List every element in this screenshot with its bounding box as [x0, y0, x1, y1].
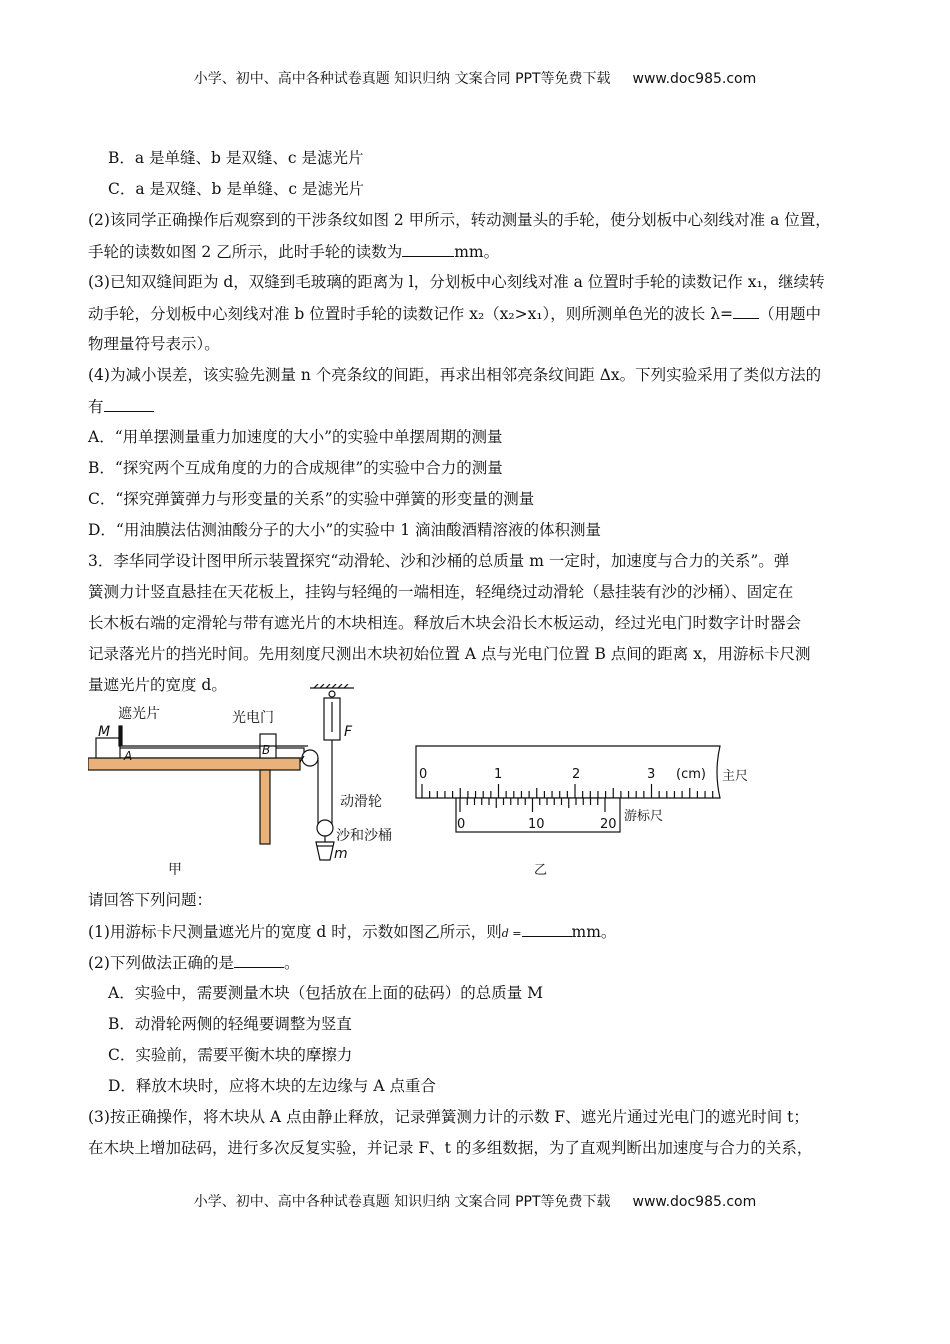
main-unit: (cm) [676, 767, 706, 782]
q2-option-b: B．a 是单缝、b 是双缝、c 是滤光片 [108, 149, 364, 167]
fixed-pulley [302, 750, 318, 766]
footer-url[interactable]: www.doc985.com [632, 1194, 757, 1210]
label-A: A [124, 749, 133, 763]
vernier-tick-0: 0 [457, 817, 466, 832]
main-scale-label: 主尺 [722, 769, 749, 784]
vernier-tick-10: 10 [528, 817, 545, 832]
q2-option-c2: C．“探究弹簧弹力与形变量的关系”的实验中弹簧的形变量的测量 [88, 490, 535, 508]
vernier-scale-label: 游标尺 [624, 809, 664, 824]
q2-part3-line1: (3)已知双缝间距为 d，双缝到毛玻璃的距离为 l，分划板中心刻线对准 a 位置时手轮的读数记作 x₁，继续转 [88, 273, 825, 291]
q2-part3-line3: 物理量符号表示）。 [88, 335, 220, 353]
block-M [96, 738, 120, 758]
footer-text: 小学、初中、高中各种试卷真题 知识归纳 文案合同 PPT等免费下载 [193, 1194, 611, 1210]
main-tick-1: 1 [494, 767, 503, 782]
answer-blank[interactable] [104, 391, 154, 412]
label-m: m [334, 846, 348, 862]
main-tick-3: 3 [647, 767, 656, 782]
table-top [88, 758, 300, 770]
q3-option-c: C．实验前，需要平衡木块的摩擦力 [108, 1046, 353, 1064]
vernier-tick-20: 20 [600, 817, 617, 832]
q2-part2-line1: (2)该同学正确操作后观察到的干涉条纹如图 2 甲所示，转动测量头的手轮，使分划板中心刻线对准 a 位置， [88, 211, 831, 229]
label-B: B [262, 743, 271, 757]
shading-strip [119, 726, 122, 746]
label-photogate: 光电门 [232, 710, 274, 726]
q2-option-b2: B．“探究两个互成角度的力的合成规律”的实验中合力的测量 [88, 459, 503, 477]
label-M: M [98, 724, 111, 740]
caption-yi: 乙 [534, 863, 548, 878]
q2-part4-line2: 有 [88, 391, 868, 422]
q3-sub1: (1)用游标卡尺测量遮光片的宽度 d 时，示数如图乙所示，则d = mm。 [88, 916, 868, 947]
scale-hook-top [329, 691, 335, 697]
header-url[interactable]: www.doc985.com [632, 71, 757, 87]
experiment-figure [88, 684, 908, 880]
moving-pulley [317, 820, 333, 836]
main-tick-2: 2 [572, 767, 581, 782]
label-zheguang: 遮光片 [118, 706, 160, 722]
q3-sub3-line1: (3)按正确操作，将木块从 A 点由静止释放，记录弹簧测力计的示数 F、遮光片通过光电门的遮光时间 t； [88, 1108, 809, 1126]
answer-blank[interactable] [234, 947, 284, 968]
main-scale-body [416, 746, 720, 798]
q3-line2: 簧测力计竖直悬挂在天花板上，挂钩与轻绳的一端相连，轻绳绕过动滑轮（悬挂装有沙的沙桶）、固定在 [88, 583, 794, 601]
q2-option-c: C．a 是双缝、b 是单缝、c 是滤光片 [108, 180, 364, 198]
answer-blank[interactable] [522, 916, 572, 937]
q2-part3-line2: 动手轮，分划板中心刻线对准 b 位置时手轮的读数记作 x₂（x₂>x₁），则所测单色光的波长 λ= （用题中 [88, 298, 868, 329]
sand-bucket [316, 842, 334, 860]
q3-line3: 长木板右端的定滑轮与带有遮光片的木块相连。释放后木块会沿长木板运动，经过光电门时数字计时器会 [88, 614, 802, 632]
answer-blank[interactable] [402, 236, 454, 257]
q2-option-a2: A．“用单摆测量重力加速度的大小”的实验中单摆周期的测量 [88, 428, 503, 446]
q3-line1: 3．李华同学设计图甲所示装置探究“动滑轮、沙和沙桶的总质量 m 一定时，加速度与合力的关系”。弹 [88, 552, 790, 570]
table-leg [260, 770, 270, 844]
header-text: 小学、初中、高中各种试卷真题 知识归纳 文案合同 PPT等免费下载 [193, 71, 611, 87]
question-body [88, 143, 868, 701]
apparatus-labels [98, 705, 392, 878]
d-symbol: d = [501, 927, 522, 940]
answer-blank[interactable] [733, 298, 759, 319]
main-tick-0: 0 [419, 767, 428, 782]
q3-option-d: D．释放木块时，应将木块的左边缘与 A 点重合 [108, 1077, 436, 1095]
caption-jia: 甲 [168, 862, 182, 878]
q3-sub3-line2: 在木块上增加砝码，进行多次反复实验，并记录 F、t 的多组数据，为了直观判断出加速度与合力的关系， [88, 1139, 813, 1157]
label-sand: 沙和沙桶 [336, 828, 392, 844]
q3-line4: 记录落光片的挡光时间。先用刻度尺测出木块初始位置 A 点与光电门位置 B 点间的距离 x，用游标卡尺测 [88, 645, 811, 663]
figure-svg [88, 684, 908, 880]
label-moving-pulley: 动滑轮 [340, 794, 382, 810]
label-F: F [344, 724, 353, 740]
q2-part4-line1: (4)为减小误差，该实验先测量 n 个亮条纹的间距，再求出相邻亮条纹间距 Δx。下列实验采用了类似方法的 [88, 366, 822, 384]
question3-continued [88, 885, 868, 1164]
page-header [0, 68, 950, 88]
q2-option-d2: D．“用油膜法估测油酸分子的大小”的实验中 1 滴油酸酒精溶液的体积测量 [88, 521, 601, 539]
q3-sub2: (2)下列做法正确的是 。 [88, 947, 868, 978]
q3-option-b: B．动滑轮两侧的轻绳要调整为竖直 [108, 1015, 352, 1033]
q3-option-a: A．实验中，需要测量木块（包括放在上面的砝码）的总质量 M [108, 984, 543, 1002]
q2-part2-line2: 手轮的读数如图 2 乙所示，此时手轮的读数为 mm。 [88, 236, 868, 267]
q3-ask: 请回答下列问题： [88, 891, 213, 909]
page-footer [0, 1191, 950, 1211]
q3-line5: 量遮光片的宽度 d。 [88, 676, 227, 694]
